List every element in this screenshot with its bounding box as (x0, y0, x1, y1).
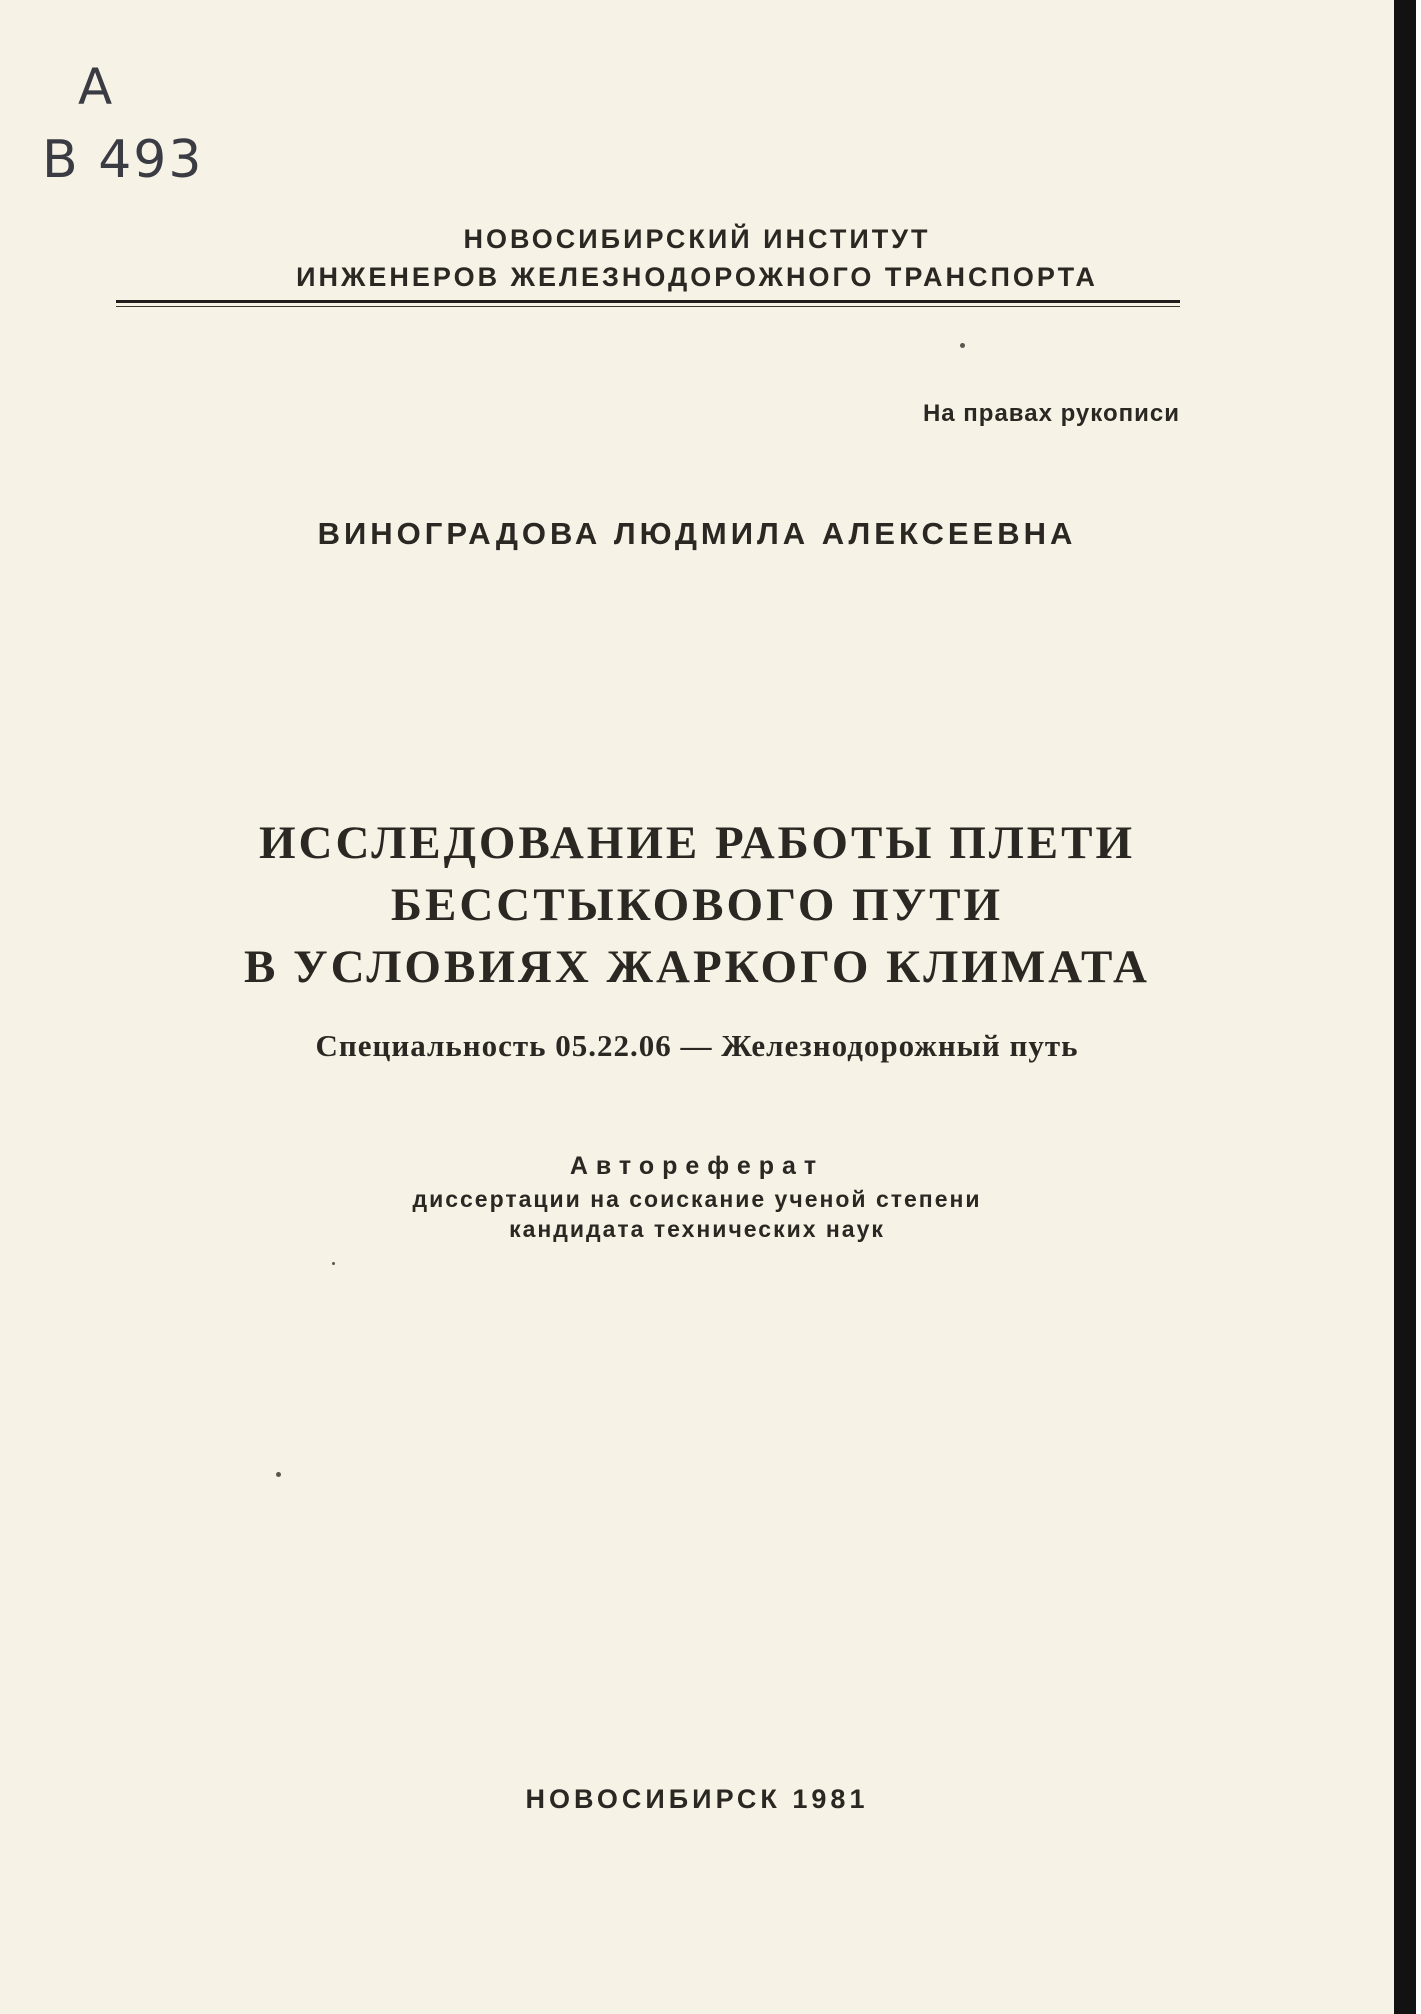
institution-line-2: ИНЖЕНЕРОВ ЖЕЛЕЗНОДОРОЖНОГО ТРАНСПОРТА (296, 262, 1098, 292)
handwritten-mark-a: А (78, 58, 115, 116)
speck (960, 343, 965, 348)
header-rule (116, 300, 1180, 303)
rights-notice: На правах рукописи (922, 400, 1180, 427)
scan-margin (1416, 0, 1421, 2014)
speck (332, 1262, 335, 1265)
abstract-line-1: диссертации на соискание ученой степени (412, 1186, 982, 1212)
place-and-year: НОВОСИБИРСК 1981 (525, 1784, 869, 1814)
title-line-1: ИССЛЕДОВАНИЕ РАБОТЫ ПЛЕТИ (258, 817, 1136, 869)
title-line-2: БЕССТЫКОВОГО ПУТИ (390, 879, 1004, 931)
abstract-line-2: кандидата технических наук (509, 1216, 885, 1242)
author-name: ВИНОГРАДОВА ЛЮДМИЛА АЛЕКСЕЕВНА (317, 516, 1077, 551)
scan-edge (1394, 0, 1416, 2014)
header-rule-thin (116, 306, 1180, 307)
institution-line-1: НОВОСИБИРСКИЙ ИНСТИТУТ (463, 224, 931, 254)
abstract-heading: Автореферат (569, 1152, 825, 1180)
handwritten-shelf-number: В 493 (42, 130, 204, 190)
title-line-3: В УСЛОВИЯХ ЖАРКОГО КЛИМАТА (244, 941, 1150, 993)
specialty: Специальность 05.22.06 — Железнодорожный путь (315, 1028, 1079, 1063)
speck (276, 1472, 281, 1477)
